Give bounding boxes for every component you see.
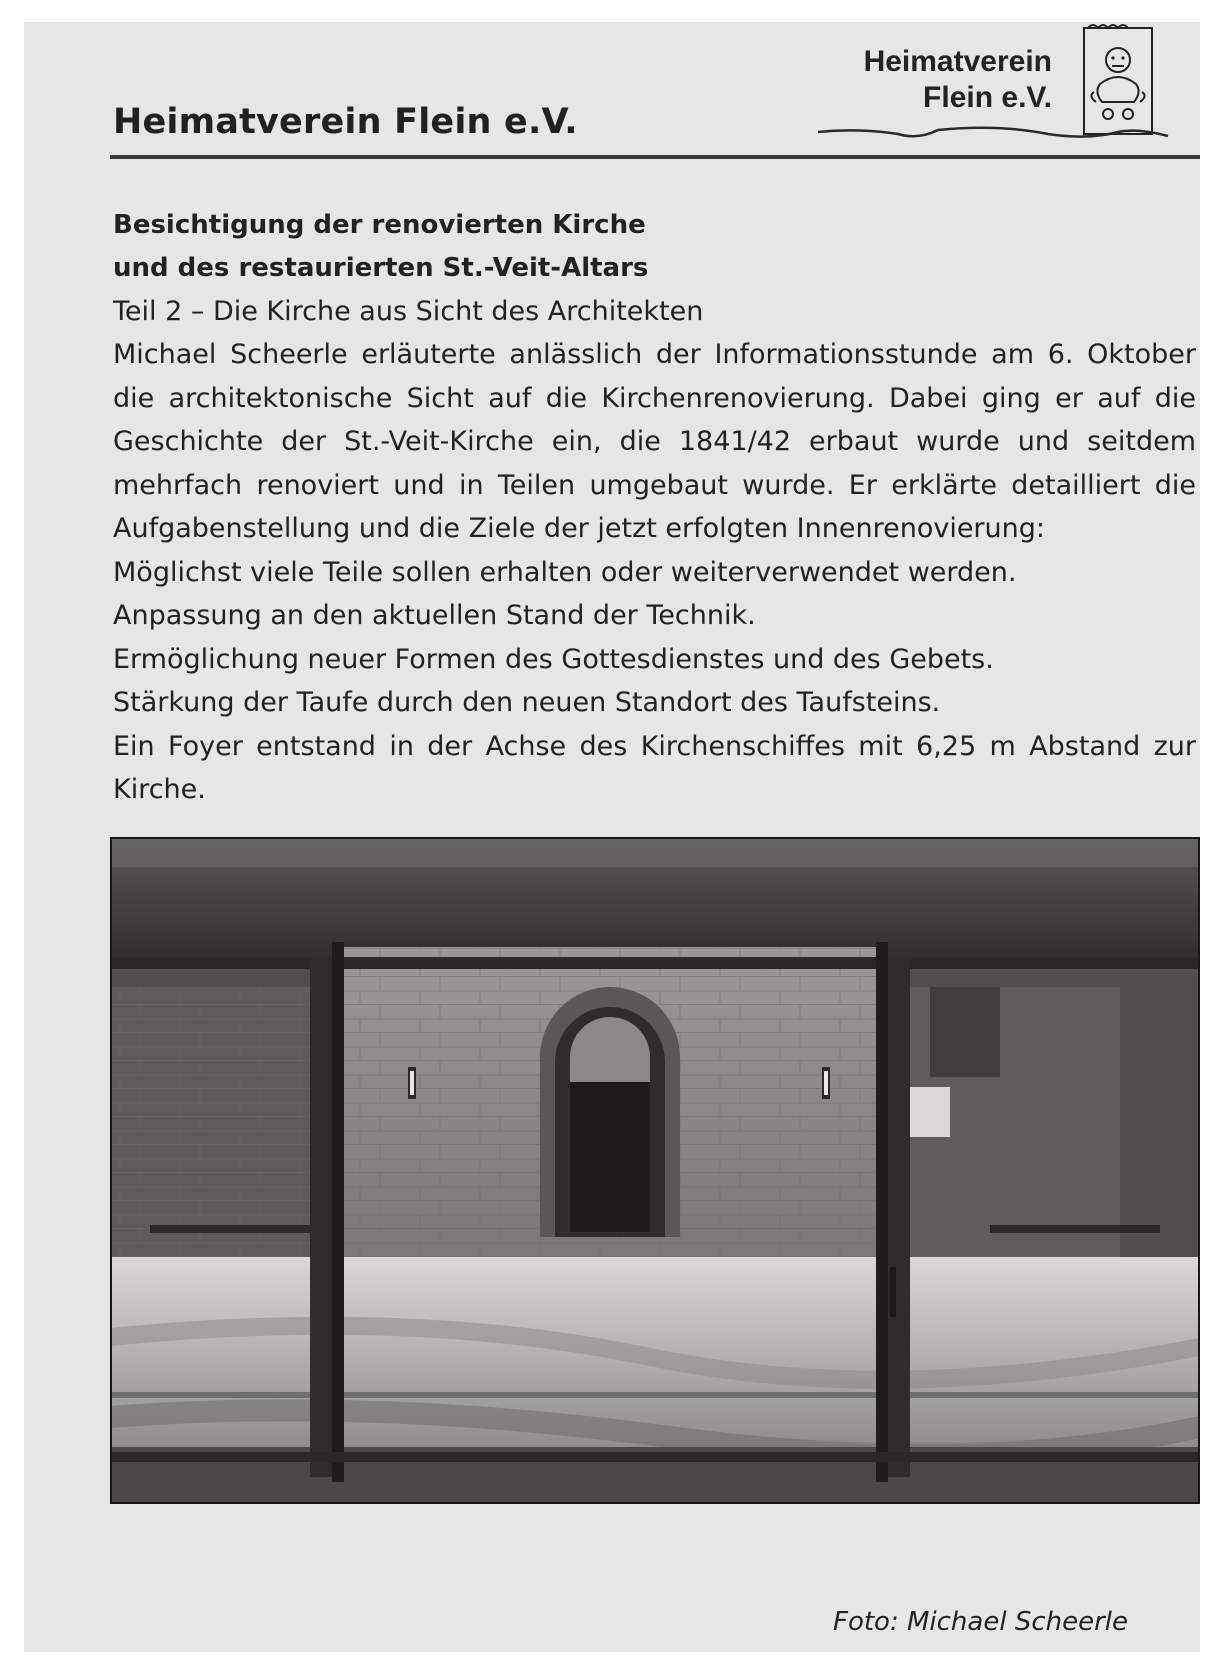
photo-credit: Foto: Michael Scheerle [832,1607,1128,1637]
page-title: Heimatverein Flein e.V. [113,102,578,142]
logo-line-2: Flein e.V. [923,81,1052,114]
article-paragraph: Michael Scheerle erläuterte anlässlich der Informationsstunde am 6. Oktober die architektonische Sicht auf die Kirchenrenovierung. Dabei ging er auf die Geschichte der St.-Veit-Kirche ein, die 1841/42 erbaut wurde und seitdem mehrfach renoviert und in Teilen umgebaut wurde. Er erklärte detailliert die Aufgabenstellung und die Ziele der jetzt erfolgten Innenrenovierung: [113,339,1196,544]
logo-text [864,44,1052,116]
headline-line-2: und des restaurierten St.-Veit-Altars [113,253,649,283]
club-logo [818,22,1170,146]
goal-item: Anpassung an den aktuellen Stand der Technik. [113,600,756,631]
article-subtitle: Teil 2 – Die Kirche aus Sicht des Architekten [113,296,704,327]
article [113,204,1196,812]
headline-line-1: Besichtigung der renovierten Kirche [113,210,646,240]
logo-underline [818,110,1170,150]
article-closing: Ein Foyer entstand in der Achse des Kirchenschiffes mit 6,25 m Abstand zur Kirche. [113,730,1196,805]
church-foyer-photo [110,837,1200,1504]
newsletter-page [24,22,1200,1652]
goal-item: Möglichst viele Teile sollen erhalten oder weiterverwendet werden. [113,556,1017,588]
header-rule [110,155,1200,159]
goal-item: Ermöglichung neuer Formen des Gottesdienstes und des Gebets. [113,643,994,675]
goal-item: Stärkung der Taufe durch den neuen Standort des Taufsteins. [113,687,941,718]
logo-line-1: Heimatverein [863,45,1052,78]
